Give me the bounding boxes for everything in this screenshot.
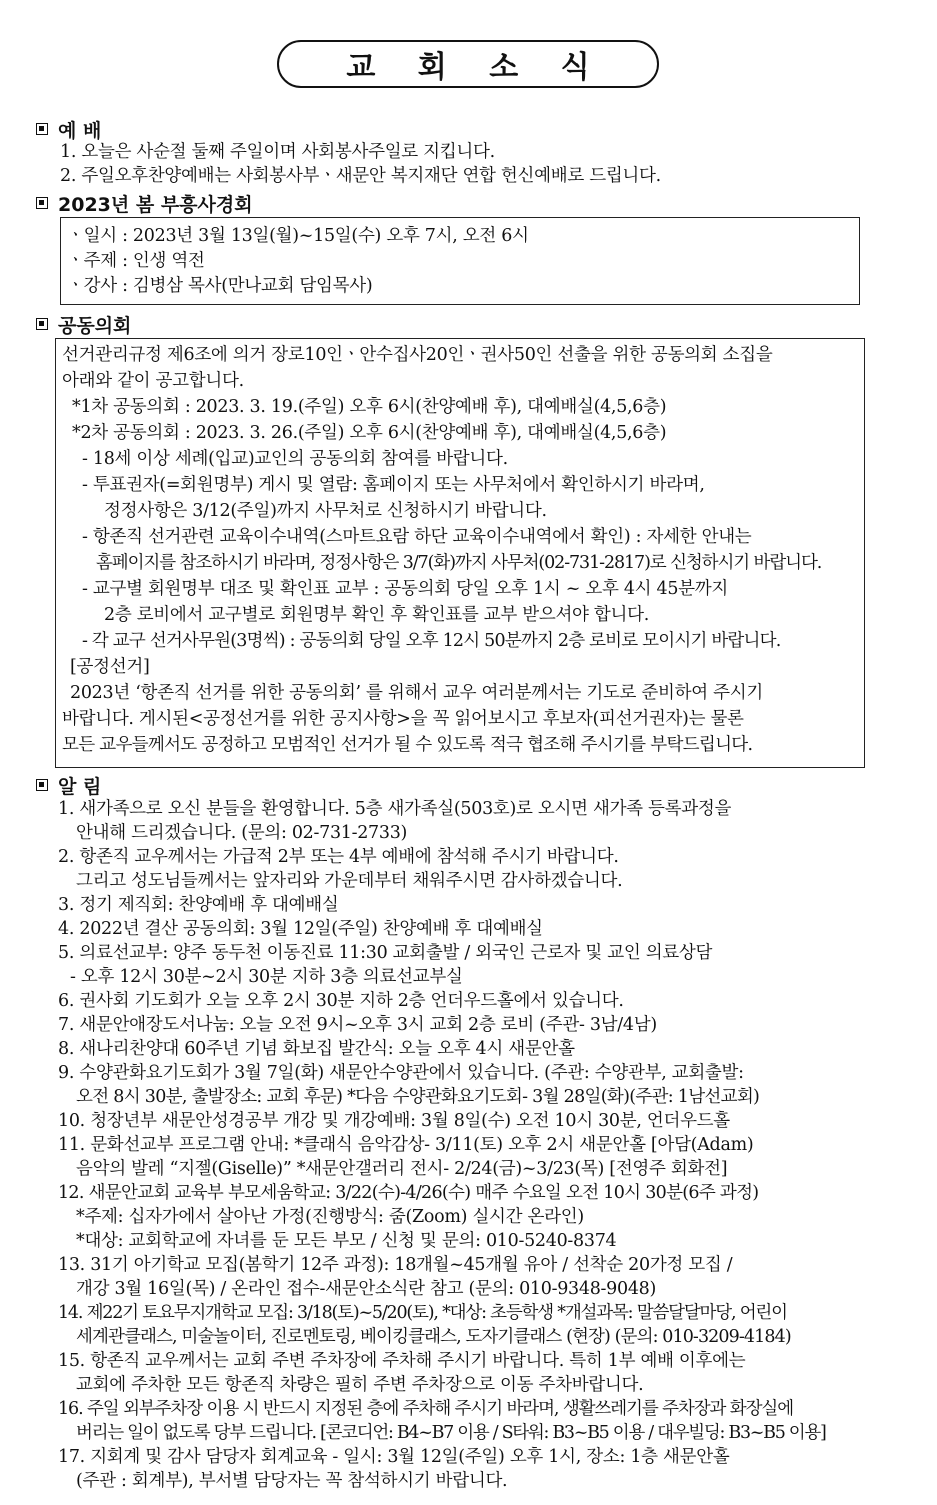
notice-line: 14. 제22기 토요무지개학교 모집: 3/18(토)~5/20(토), *대상: 초등학생 *개설과목: 말씀달달마당, 어린이 (58, 1303, 787, 1323)
section-heading-notices (36, 772, 101, 798)
assembly-line: *2차 공동의회 : 2023. 3. 26.(주일) 오후 6시(찬양예배 후), 대예배실(4,5,6층) (72, 423, 667, 443)
notice-line: 개강 3월 16일(목) / 온라인 접수-새문안소식란 참고 (문의: 010-9348-9048) (76, 1279, 657, 1299)
section-heading-worship (36, 116, 101, 142)
notice-line: 11. 문화선교부 프로그램 안내: *클래식 음악감상- 3/11(토) 오후 2시 새문안홀 [아담(Adam) (58, 1135, 754, 1155)
notice-line: 2. 항존직 교우께서는 가급적 2부 또는 4부 예배에 참석해 주시기 바랍니다. (58, 847, 619, 867)
section-heading-text: 공동의회 (58, 314, 132, 337)
square-bullet-icon (36, 123, 48, 135)
assembly-line: - 18세 이상 세례(입교)교인의 공동의회 참여를 바랍니다. (82, 449, 508, 469)
notice-line: 3. 정기 제직회: 찬양예배 후 대예배실 (58, 895, 339, 915)
notice-line: 세계관클래스, 미술놀이터, 진로멘토링, 베이킹클래스, 도자기클래스 (현장) (문의: 010-3209-4184) (76, 1327, 791, 1347)
assembly-line: 정정사항은 3/12(주일)까지 사무처로 신청하시기 바랍니다. (104, 501, 547, 521)
section-heading-text: 예 배 (58, 119, 102, 142)
assembly-line: - 항존직 선거관련 교육이수내역(스마트요람 하단 교육이수내역에서 확인) : 자세한 안내는 (82, 527, 752, 547)
revival-line: ㆍ주제 : 인생 역전 (67, 251, 205, 271)
worship-line: 1. 오늘은 사순절 둘째 주일이며 사회봉사주일로 지킵니다. (60, 142, 495, 162)
assembly-line: 홈페이지를 참조하시기 바라며, 정정사항은 3/7(화)까지 사무처(02-731-2817)로 신청하시기 바랍니다. (96, 553, 822, 573)
notice-line: 15. 항존직 교우께서는 교회 주변 주차장에 주차해 주시기 바랍니다. 특히 1부 예배 이후에는 (58, 1351, 746, 1371)
assembly-line: 2층 로비에서 교구별로 회원명부 확인 후 확인표를 교부 받으셔야 합니다. (104, 605, 650, 625)
assembly-line: 2023년 ‘항존직 선거를 위한 공동의회’ 를 위해서 교우 여러분께서는 기도로 준비하여 주시기 (70, 683, 763, 703)
assembly-line: 아래와 같이 공고합니다. (62, 371, 244, 391)
assembly-line: [공정선거] (70, 657, 150, 677)
notice-line: 안내해 드리겠습니다. (문의: 02-731-2733) (76, 823, 408, 843)
notice-line: 교회에 주차한 모든 항존직 차량은 필히 주변 주차장으로 이동 주차바랍니다. (76, 1375, 644, 1395)
assembly-line: 바랍니다. 게시된<공정선거를 위한 공지사항>을 꼭 읽어보시고 후보자(피선거권자)는 물론 (62, 709, 744, 729)
assembly-line: - 각 교구 선거사무원(3명씩) : 공동의회 당일 오후 12시 50분까지 2층 로비로 모이시기 바랍니다. (82, 631, 781, 651)
assembly-line: 선거관리규정 제6조에 의거 장로10인ㆍ안수집사20인ㆍ권사50인 선출을 위한 공동의회 소집을 (62, 345, 773, 365)
worship-line: 2. 주일오후찬양예배는 사회봉사부ㆍ새문안 복지재단 연합 헌신예배로 드립니다. (60, 166, 661, 186)
notice-line: 12. 새문안교회 교육부 부모세움학교: 3/22(수)-4/26(수) 매주 수요일 오전 10시 30분(6주 과정) (58, 1183, 759, 1203)
notice-line: 7. 새문안애장도서나눔: 오늘 오전 9시~오후 3시 교회 2층 로비 (주관- 3남/4남) (58, 1015, 657, 1035)
section-heading-text: 알 림 (58, 775, 102, 798)
notice-line: 오전 8시 30분, 출발장소: 교회 후문) *다음 수양관화요기도회- 3월 28일(화)(주관: 1남선교회) (76, 1087, 760, 1107)
revival-line: ㆍ강사 : 김병삼 목사(만나교회 담임목사) (67, 276, 373, 296)
notice-line: 버리는 일이 없도록 당부 드립니다. [콘코디언: B4~B7 이용 / S타워: B3~B5 이용 / 대우빌딩: B3~B5 이용] (76, 1423, 826, 1443)
notice-line: (주관 : 회계부), 부서별 담당자는 꼭 참석하시기 바랍니다. (76, 1471, 508, 1491)
notice-line: 1. 새가족으로 오신 분들을 환영합니다. 5층 새가족실(503호)로 오시면 새가족 등록과정을 (58, 799, 732, 819)
assembly-line: - 투표권자(=회원명부) 게시 및 열람: 홈페이지 또는 사무처에서 확인하시기 바라며, (82, 475, 705, 495)
revival-line: ㆍ일시 : 2023년 3월 13일(월)~15일(수) 오후 7시, 오전 6시 (67, 226, 529, 246)
section-heading-assembly (36, 311, 131, 337)
section-heading-text: 2023년 봄 부흥사경회 (58, 193, 253, 216)
notice-line: 음악의 발레 “지젤(Giselle)” *새문안갤러리 전시- 2/24(금)~3/23(목) [전영주 회화전] (76, 1159, 728, 1179)
assembly-line: 모든 교우들께서도 공정하고 모범적인 선거가 될 수 있도록 적극 협조해 주시기를 부탁드립니다. (62, 735, 753, 755)
notice-line: 17. 지회계 및 감사 담당자 회계교육 - 일시: 3월 12일(주일) 오후 1시, 장소: 1층 새문안홀 (58, 1447, 730, 1467)
notice-line: 6. 권사회 기도회가 오늘 오후 2시 30분 지하 2층 언더우드홀에서 있습니다. (58, 991, 624, 1011)
assembly-box (55, 338, 865, 768)
notice-line: *주제: 십자가에서 살아난 가정(진행방식: 줌(Zoom) 실시간 온라인) (76, 1207, 584, 1227)
notice-line: 10. 청장년부 새문안성경공부 개강 및 개강예배: 3월 8일(수) 오전 10시 30분, 언더우드홀 (58, 1111, 730, 1131)
notice-line: 8. 새나리찬양대 60주년 기념 화보집 발간식: 오늘 오후 4시 새문안홀 (58, 1039, 575, 1059)
page-title: 교 회 소 식 (277, 40, 659, 88)
assembly-line: - 교구별 회원명부 대조 및 확인표 교부 : 공동의회 당일 오후 1시 ~ 오후 4시 45분까지 (82, 579, 728, 599)
notice-line: 그리고 성도님들께서는 앞자리와 가운데부터 채워주시면 감사하겠습니다. (76, 871, 623, 891)
assembly-line: *1차 공동의회 : 2023. 3. 19.(주일) 오후 6시(찬양예배 후), 대예배실(4,5,6층) (72, 397, 667, 417)
notice-line: 16. 주일 외부주차장 이용 시 반드시 지정된 층에 주차해 주시기 바라며, 생활쓰레기를 주차장과 화장실에 (58, 1399, 794, 1419)
notice-line: 4. 2022년 결산 공동의회: 3월 12일(주일) 찬양예배 후 대예배실 (58, 919, 543, 939)
notice-line: 5. 의료선교부: 양주 동두천 이동진료 11:30 교회출발 / 외국인 근로자 및 교인 의료상담 (58, 943, 713, 963)
notice-line: *대상: 교회학교에 자녀를 둔 모든 부모 / 신청 및 문의: 010-5240-8374 (76, 1231, 617, 1251)
square-bullet-icon (36, 197, 48, 209)
square-bullet-icon (36, 318, 48, 330)
notice-line: - 오후 12시 30분~2시 30분 지하 3층 의료선교부실 (70, 967, 463, 987)
section-heading-revival (36, 190, 253, 216)
notice-line: 13. 31기 아기학교 모집(봄학기 12주 과정): 18개월~45개월 유아 / 선착순 20가정 모집 / (58, 1255, 733, 1275)
revival-box (60, 217, 860, 305)
square-bullet-icon (36, 779, 48, 791)
notice-line: 9. 수양관화요기도회가 3월 7일(화) 새문안수양관에서 있습니다. (주관: 수양관부, 교회출발: (58, 1063, 744, 1083)
